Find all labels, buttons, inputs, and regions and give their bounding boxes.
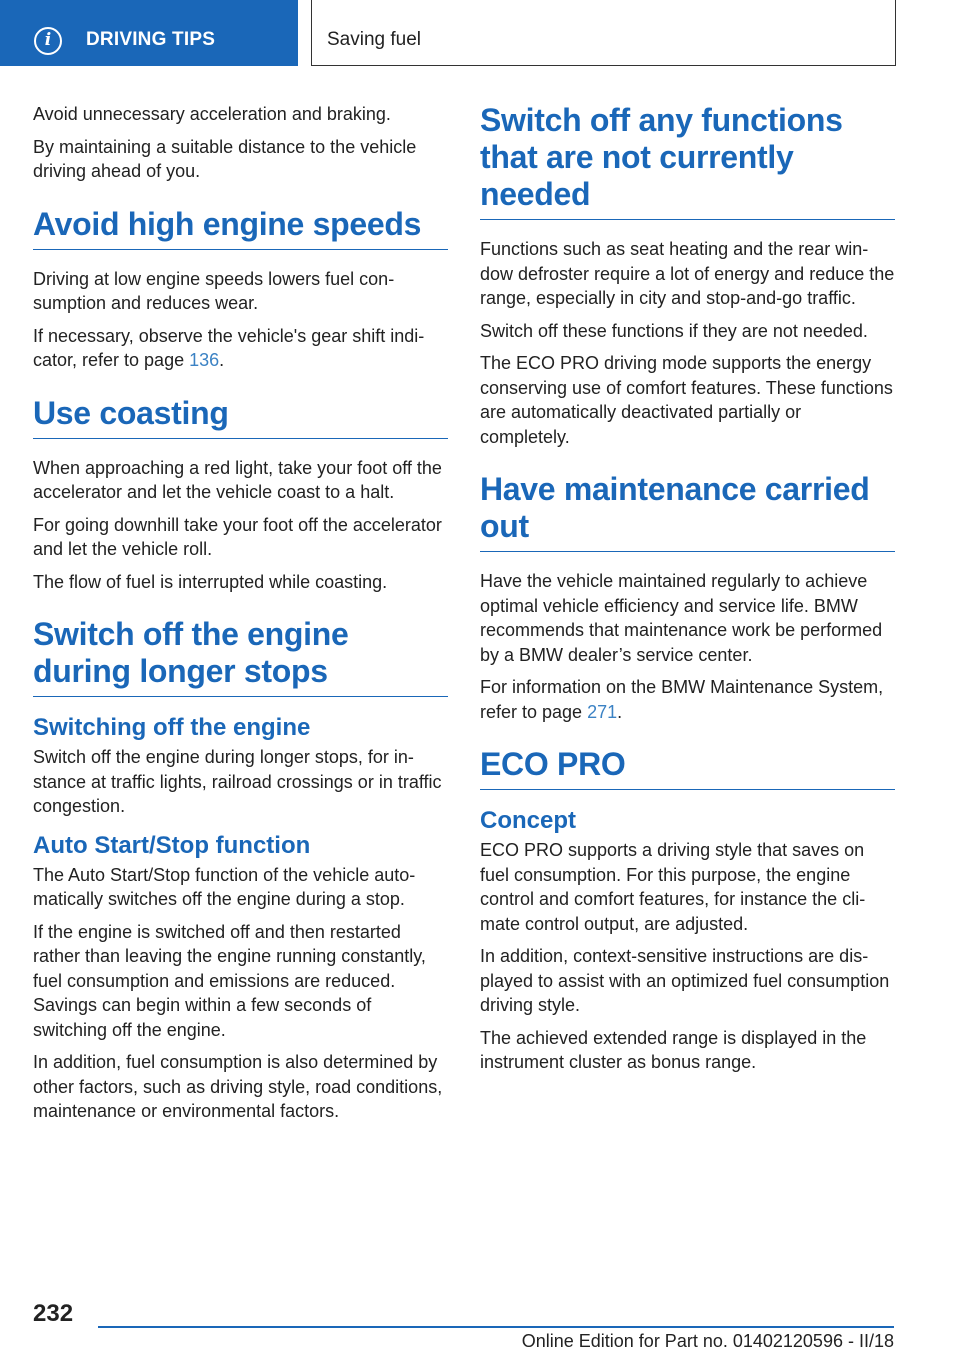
footer-divider <box>98 1326 894 1328</box>
auto-start-paragraph-2: If the engine is switched off and then restarted rather than leaving the engine running constantly, fuel consumption and emissions are reduced. Savings can begin within a few seconds of switching off the engine. <box>33 921 426 1040</box>
auto-start-paragraph-3: In addition, fuel consumption is also determined by other factors, such as driving style, road conditions, maintenance or environmental factors. <box>33 1052 443 1121</box>
speeds-paragraph-2 <box>33 324 448 373</box>
speeds-paragraph-1: Driving at low engine speeds lowers fuel consumption and reduces wear. <box>33 268 395 313</box>
eco-pro-paragraph-2: In addition, context-sensitive instructions are displayed to assist with an optimized fuel consumption driving style. <box>480 946 890 1015</box>
functions-paragraph-2: Switch off these functions if they are not needed. <box>480 320 868 341</box>
speeds-paragraph-2-end: . <box>219 350 225 370</box>
intro-paragraph-2: By maintaining a suitable distance to the vehicle driving ahead of you. <box>33 136 417 181</box>
right-column <box>480 102 895 1083</box>
subheading-auto-start-stop: Auto Start/Stop function <box>33 831 311 859</box>
chapter-tab[interactable] <box>0 0 298 66</box>
maintenance-paragraph-1: Have the vehicle maintained regularly to achieve optimal vehicle efficiency and service life. BMW recommends that maintenance work be performed by a BMW dealer’s service center. <box>480 571 883 665</box>
coasting-paragraph-1: When approaching a red light, take your foot off the accelerator and let the vehicle coast to a halt. <box>33 457 442 502</box>
subheading-switching-off-engine: Switching off the engine <box>33 714 311 741</box>
eco-pro-paragraph-3: The achieved extended range is displayed in the instrument cluster as bonus range. <box>480 1027 867 1072</box>
left-column <box>33 102 448 1132</box>
heading-have-maintenance-carried-out: Have maintenance carried out <box>480 471 895 552</box>
switching-paragraph-1: Switch off the engine during longer stops, for instance at traffic lights, railroad crossings or in traffic congestion. <box>33 747 442 816</box>
edition-note: Online Edition for Part no. 01402120596 - II/18 <box>521 1331 894 1351</box>
page-link-136[interactable]: 136 <box>189 350 220 370</box>
info-icon: i <box>34 27 62 55</box>
functions-paragraph-1: Functions such as seat heating and the rear window defroster require a lot of energy and reduce the range, especially in city and stop-and-go traffic. <box>480 239 895 308</box>
maintenance-paragraph-2-text: For information on the BMW Maintenance System, refer to page <box>480 677 884 722</box>
page-number: 232 <box>33 1300 74 1327</box>
coasting-paragraph-3: The flow of fuel is interrupted while coasting. <box>33 571 388 592</box>
coasting-paragraph-2: For going downhill take your foot off the accelerator and let the vehicle roll. <box>33 514 442 559</box>
intro-paragraph-1: Avoid unnecessary acceleration and braking. <box>33 104 391 124</box>
maintenance-paragraph-2 <box>480 675 895 724</box>
page-header <box>0 0 960 66</box>
speeds-paragraph-2-text: If necessary, observe the vehicle's gear shift indicator, refer to page <box>33 325 425 370</box>
heading-eco-pro: ECO PRO <box>480 746 895 790</box>
section-title: Saving fuel <box>327 29 422 50</box>
heading-switch-off-engine-longer-stops: Switch off the engine during longer stops <box>33 616 448 697</box>
auto-start-paragraph-1: The Auto Start/Stop function of the vehicle automatically switches off the engine during a stop. <box>33 864 416 909</box>
functions-paragraph-3: The ECO PRO driving mode supports the energy conserving use of comfort features. These functions are automatically deactivated partially or completely. <box>480 353 893 447</box>
maintenance-paragraph-2-end: . <box>617 701 623 722</box>
chapter-tab-label: DRIVING TIPS <box>86 29 216 50</box>
heading-switch-off-functions: Switch off any functions that are not currently needed <box>480 102 895 220</box>
subheading-concept: Concept <box>480 807 576 834</box>
section-title-box <box>311 0 896 66</box>
heading-use-coasting: Use coasting <box>33 395 448 439</box>
heading-avoid-high-engine-speeds: Avoid high engine speeds <box>33 206 448 250</box>
eco-pro-paragraph-1: ECO PRO supports a driving style that saves on fuel consumption. For this purpose, the engine control and comfort features, for instance the climate control output, are adjusted. <box>480 840 866 934</box>
page-link-271[interactable]: 271 <box>587 701 618 722</box>
